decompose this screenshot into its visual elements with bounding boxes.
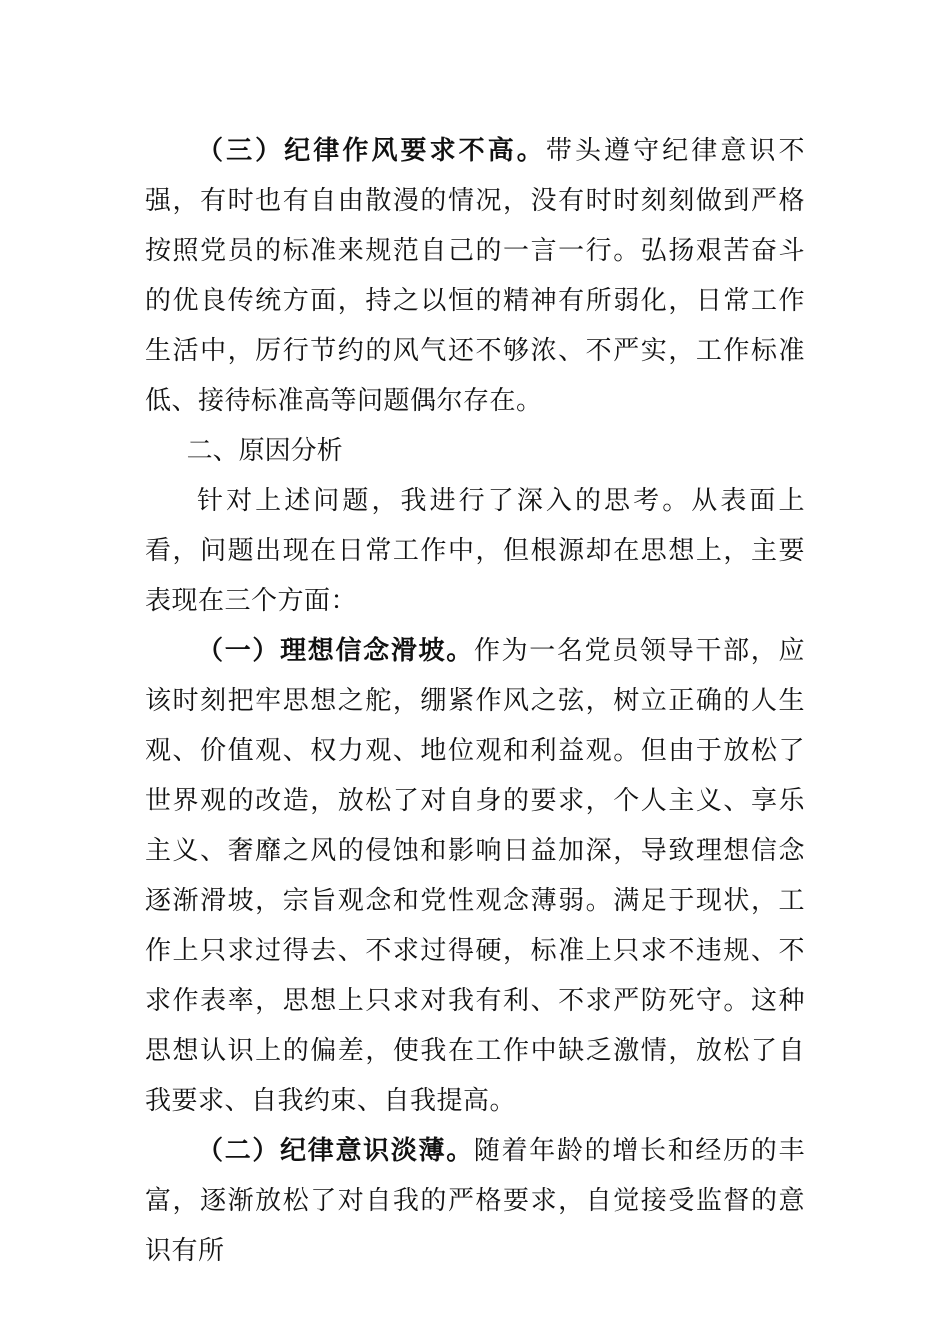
paragraph-ideals — [145, 626, 805, 1126]
paragraph-text: 随着年龄的增长和经历的丰富，逐渐放松了对自我的严格要求，自觉接受监督的意识有所 — [145, 1136, 805, 1266]
paragraph-text: 带头遵守纪律意识不强，有时也有自由散漫的情况，没有时时刻刻做到严格按照党员的标准来规范自己的一言一行。弘扬艰苦奋斗的优良传统方面，持之以恒的精神有所弱化，日常工作生活中，厉行节约的风气还不够浓、不严实，工作标准低、接待标准高等问题偶尔存在。 — [145, 136, 805, 416]
paragraph-lead: （二）纪律意识淡薄。 — [197, 1136, 474, 1166]
paragraph-discipline-awareness — [145, 1126, 805, 1276]
paragraph-intro — [145, 476, 805, 626]
paragraph-discipline-style — [145, 126, 805, 426]
paragraph-text: 针对上述问题，我进行了深入的思考。从表面上看，问题出现在日常工作中，但根源却在思想上，主要表现在三个方面： — [145, 486, 805, 616]
paragraph-text: 作为一名党员领导干部，应该时刻把牢思想之舵，绷紧作风之弦，树立正确的人生观、价值观、权力观、地位观和利益观。但由于放松了世界观的改造，放松了对自身的要求，个人主义、享乐主义、奢靡之风的侵蚀和影响日益加深，导致理想信念逐渐滑坡，宗旨观念和党性观念薄弱。满足于现状，工作上只求过得去、不求过得硬，标准上只求不违规、不求作表率，思想上只求对我有利、不求严防死守。这种思想认识上的偏差，使我在工作中缺乏激情，放松了自我要求、自我约束、自我提高。 — [145, 636, 805, 1116]
section-heading: 二、原因分析 — [186, 436, 343, 466]
paragraph-lead: （三）纪律作风要求不高。 — [197, 136, 546, 166]
paragraph-lead: （一）理想信念滑坡。 — [197, 636, 474, 666]
document-page — [145, 126, 805, 1276]
